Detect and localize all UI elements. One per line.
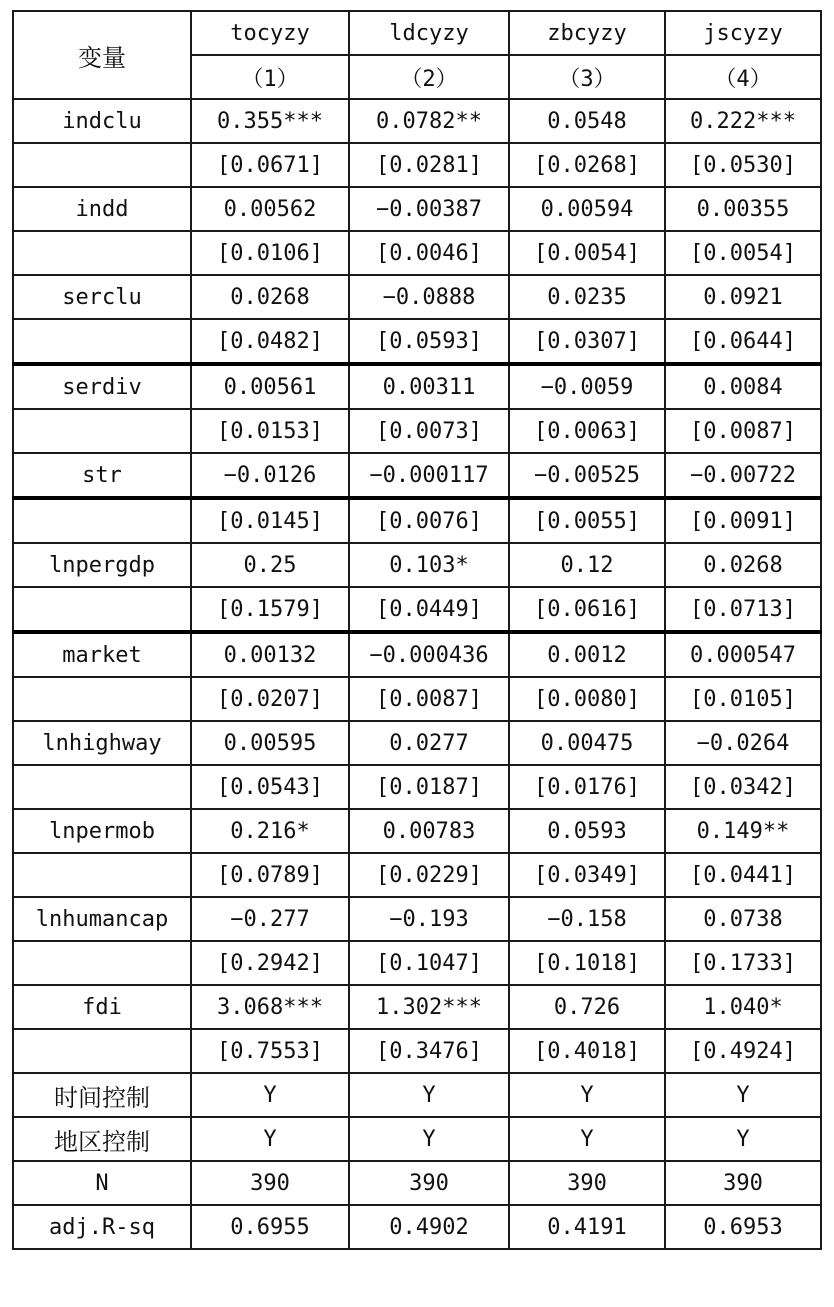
standard-error-cell: [0.4924]	[665, 1029, 821, 1073]
header-row-names	[13, 11, 821, 55]
coef-row	[13, 897, 821, 941]
coefficient-cell: 0.12	[509, 543, 665, 587]
standard-error-cell: [0.0349]	[509, 853, 665, 897]
empty-label-cell	[13, 143, 191, 187]
standard-error-cell: [0.0441]	[665, 853, 821, 897]
standard-error-cell: [0.0055]	[509, 498, 665, 543]
standard-error-cell: [0.0789]	[191, 853, 349, 897]
column-name: tocyzy	[191, 11, 349, 55]
standard-error-cell: [0.0091]	[665, 498, 821, 543]
coefficient-cell: −0.00525	[509, 453, 665, 498]
coefficient-cell: 0.0235	[509, 275, 665, 319]
footer-label: 时间控制	[13, 1073, 191, 1117]
coefficient-cell: −0.00722	[665, 453, 821, 498]
coefficient-cell: 0.0084	[665, 364, 821, 409]
footer-value: Y	[349, 1073, 509, 1117]
standard-error-cell: [0.0593]	[349, 319, 509, 364]
footer-row	[13, 1161, 821, 1205]
column-number: （1）	[191, 55, 349, 99]
coefficient-cell: 0.0782**	[349, 99, 509, 143]
coefficient-cell: 0.00595	[191, 721, 349, 765]
se-row	[13, 1029, 821, 1073]
coefficient-cell: −0.0264	[665, 721, 821, 765]
coefficient-cell: 0.103*	[349, 543, 509, 587]
variable-label: lnpermob	[13, 809, 191, 853]
coef-row	[13, 809, 821, 853]
coef-row	[13, 632, 821, 677]
coefficient-cell: 0.355***	[191, 99, 349, 143]
empty-label-cell	[13, 231, 191, 275]
coefficient-cell: 0.0593	[509, 809, 665, 853]
variable-label: serdiv	[13, 364, 191, 409]
coefficient-cell: −0.0888	[349, 275, 509, 319]
standard-error-cell: [0.0713]	[665, 587, 821, 632]
standard-error-cell: [0.0054]	[509, 231, 665, 275]
variable-label: lnhighway	[13, 721, 191, 765]
coef-row	[13, 364, 821, 409]
coefficient-cell: 0.216*	[191, 809, 349, 853]
standard-error-cell: [0.0281]	[349, 143, 509, 187]
variable-label: lnpergdp	[13, 543, 191, 587]
se-row	[13, 853, 821, 897]
column-name: ldcyzy	[349, 11, 509, 55]
coefficient-cell: 1.302***	[349, 985, 509, 1029]
se-row	[13, 143, 821, 187]
column-name: zbcyzy	[509, 11, 665, 55]
standard-error-cell: [0.1047]	[349, 941, 509, 985]
coefficient-cell: 0.000547	[665, 632, 821, 677]
coefficient-cell: 0.25	[191, 543, 349, 587]
standard-error-cell: [0.0616]	[509, 587, 665, 632]
standard-error-cell: [0.1579]	[191, 587, 349, 632]
coef-row	[13, 187, 821, 231]
variable-label: indd	[13, 187, 191, 231]
standard-error-cell: [0.3476]	[349, 1029, 509, 1073]
standard-error-cell: [0.0207]	[191, 677, 349, 721]
empty-label-cell	[13, 765, 191, 809]
coefficient-cell: −0.193	[349, 897, 509, 941]
coef-row	[13, 985, 821, 1029]
standard-error-cell: [0.0176]	[509, 765, 665, 809]
footer-value: Y	[665, 1073, 821, 1117]
footer-row	[13, 1073, 821, 1117]
standard-error-cell: [0.0307]	[509, 319, 665, 364]
coefficient-cell: 0.00311	[349, 364, 509, 409]
coefficient-cell: 0.00594	[509, 187, 665, 231]
standard-error-cell: [0.4018]	[509, 1029, 665, 1073]
standard-error-cell: [0.0229]	[349, 853, 509, 897]
se-row	[13, 319, 821, 364]
variable-label: serclu	[13, 275, 191, 319]
standard-error-cell: [0.7553]	[191, 1029, 349, 1073]
standard-error-cell: [0.0268]	[509, 143, 665, 187]
table-body	[13, 11, 821, 1249]
regression-table	[12, 10, 822, 1250]
standard-error-cell: [0.0543]	[191, 765, 349, 809]
footer-row	[13, 1205, 821, 1249]
variable-label: lnhumancap	[13, 897, 191, 941]
standard-error-cell: [0.0073]	[349, 409, 509, 453]
standard-error-cell: [0.1018]	[509, 941, 665, 985]
se-row	[13, 677, 821, 721]
standard-error-cell: [0.0087]	[349, 677, 509, 721]
se-row	[13, 941, 821, 985]
coefficient-cell: −0.000436	[349, 632, 509, 677]
coefficient-cell: 0.0268	[191, 275, 349, 319]
coef-row	[13, 453, 821, 498]
empty-label-cell	[13, 1029, 191, 1073]
standard-error-cell: [0.0087]	[665, 409, 821, 453]
column-number: （2）	[349, 55, 509, 99]
coefficient-cell: 0.0012	[509, 632, 665, 677]
footer-value: 0.4902	[349, 1205, 509, 1249]
empty-label-cell	[13, 409, 191, 453]
footer-value: 0.6955	[191, 1205, 349, 1249]
coefficient-cell: −0.277	[191, 897, 349, 941]
variable-label: market	[13, 632, 191, 677]
footer-value: 390	[665, 1161, 821, 1205]
footer-label: N	[13, 1161, 191, 1205]
footer-value: 390	[349, 1161, 509, 1205]
footer-value: Y	[509, 1073, 665, 1117]
se-row	[13, 587, 821, 632]
standard-error-cell: [0.0530]	[665, 143, 821, 187]
footer-value: Y	[191, 1117, 349, 1161]
coefficient-cell: 0.00561	[191, 364, 349, 409]
coefficient-cell: 3.068***	[191, 985, 349, 1029]
standard-error-cell: [0.0671]	[191, 143, 349, 187]
empty-label-cell	[13, 941, 191, 985]
se-row	[13, 765, 821, 809]
coefficient-cell: −0.0059	[509, 364, 665, 409]
coef-row	[13, 721, 821, 765]
footer-row	[13, 1117, 821, 1161]
standard-error-cell: [0.0106]	[191, 231, 349, 275]
se-row	[13, 409, 821, 453]
footer-value: 390	[191, 1161, 349, 1205]
coefficient-cell: 0.0548	[509, 99, 665, 143]
empty-label-cell	[13, 319, 191, 364]
footer-value: Y	[665, 1117, 821, 1161]
coefficient-cell: 0.0738	[665, 897, 821, 941]
standard-error-cell: [0.0187]	[349, 765, 509, 809]
standard-error-cell: [0.0153]	[191, 409, 349, 453]
standard-error-cell: [0.0046]	[349, 231, 509, 275]
coefficient-cell: −0.000117	[349, 453, 509, 498]
footer-label: adj.R-sq	[13, 1205, 191, 1249]
coefficient-cell: 0.0277	[349, 721, 509, 765]
coefficient-cell: −0.0126	[191, 453, 349, 498]
empty-label-cell	[13, 853, 191, 897]
coefficient-cell: 1.040*	[665, 985, 821, 1029]
coefficient-cell: 0.726	[509, 985, 665, 1029]
footer-value: Y	[509, 1117, 665, 1161]
standard-error-cell: [0.0145]	[191, 498, 349, 543]
standard-error-cell: [0.0054]	[665, 231, 821, 275]
footer-value: Y	[349, 1117, 509, 1161]
standard-error-cell: [0.0342]	[665, 765, 821, 809]
standard-error-cell: [0.0644]	[665, 319, 821, 364]
standard-error-cell: [0.0105]	[665, 677, 821, 721]
variable-label: indclu	[13, 99, 191, 143]
se-row	[13, 498, 821, 543]
variable-header: 变量	[13, 11, 191, 99]
column-number: （4）	[665, 55, 821, 99]
coefficient-cell: −0.00387	[349, 187, 509, 231]
footer-value: 0.6953	[665, 1205, 821, 1249]
coef-row	[13, 275, 821, 319]
coefficient-cell: 0.00132	[191, 632, 349, 677]
empty-label-cell	[13, 677, 191, 721]
coefficient-cell: 0.00475	[509, 721, 665, 765]
empty-label-cell	[13, 498, 191, 543]
coefficient-cell: 0.0268	[665, 543, 821, 587]
coef-row	[13, 99, 821, 143]
se-row	[13, 231, 821, 275]
column-number: （3）	[509, 55, 665, 99]
empty-label-cell	[13, 587, 191, 632]
standard-error-cell: [0.1733]	[665, 941, 821, 985]
coefficient-cell: 0.00783	[349, 809, 509, 853]
standard-error-cell: [0.0482]	[191, 319, 349, 364]
coefficient-cell: −0.158	[509, 897, 665, 941]
coef-row	[13, 543, 821, 587]
footer-value: 0.4191	[509, 1205, 665, 1249]
standard-error-cell: [0.2942]	[191, 941, 349, 985]
variable-label: str	[13, 453, 191, 498]
standard-error-cell: [0.0080]	[509, 677, 665, 721]
footer-value: Y	[191, 1073, 349, 1117]
footer-label: 地区控制	[13, 1117, 191, 1161]
standard-error-cell: [0.0449]	[349, 587, 509, 632]
coefficient-cell: 0.149**	[665, 809, 821, 853]
standard-error-cell: [0.0076]	[349, 498, 509, 543]
column-name: jscyzy	[665, 11, 821, 55]
coefficient-cell: 0.222***	[665, 99, 821, 143]
coefficient-cell: 0.0921	[665, 275, 821, 319]
coefficient-cell: 0.00355	[665, 187, 821, 231]
variable-label: fdi	[13, 985, 191, 1029]
coefficient-cell: 0.00562	[191, 187, 349, 231]
standard-error-cell: [0.0063]	[509, 409, 665, 453]
footer-value: 390	[509, 1161, 665, 1205]
